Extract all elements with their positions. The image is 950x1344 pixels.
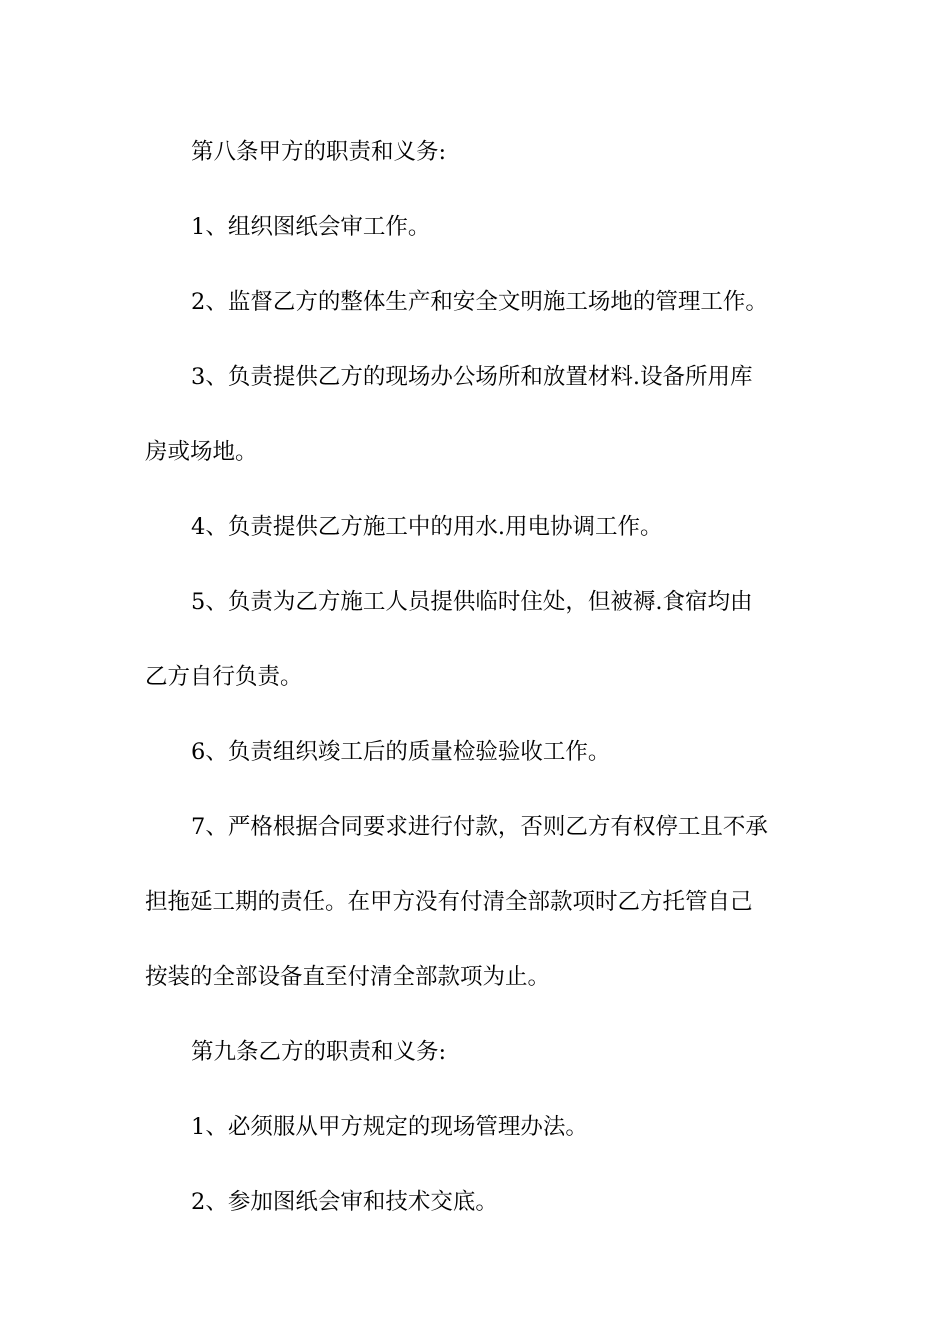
paragraph-line-continued: 乙方自行负责。 xyxy=(145,664,303,690)
paragraph-line: 4、负责提供乙方施工中的用水.用电协调工作。 xyxy=(191,514,663,540)
paragraph-line: 6、负责组织竣工后的质量检验验收工作。 xyxy=(191,739,611,765)
paragraph-line-continued: 按装的全部设备直至付清全部款项为止。 xyxy=(145,964,551,990)
paragraph-line-continued: 房或场地。 xyxy=(145,439,258,465)
article-9-heading: 第九条乙方的职责和义务: xyxy=(191,1039,447,1065)
paragraph-line: 3、负责提供乙方的现场办公场所和放置材料.设备所用库 xyxy=(191,364,753,390)
paragraph-line: 5、负责为乙方施工人员提供临时住处，但被褥.食宿均由 xyxy=(191,589,753,615)
paragraph-line: 7、严格根据合同要求进行付款，否则乙方有权停工且不承 xyxy=(191,814,768,840)
article-8-heading: 第八条甲方的职责和义务: xyxy=(191,139,447,165)
paragraph-line: 2、监督乙方的整体生产和安全文明施工场地的管理工作。 xyxy=(191,289,768,315)
paragraph-line: 2、参加图纸会审和技术交底。 xyxy=(191,1189,498,1215)
paragraph-line: 1、必须服从甲方规定的现场管理办法。 xyxy=(191,1114,588,1140)
paragraph-line-continued: 担拖延工期的责任。在甲方没有付清全部款项时乙方托管自己 xyxy=(145,889,753,915)
paragraph-line: 1、组织图纸会审工作。 xyxy=(191,214,431,240)
